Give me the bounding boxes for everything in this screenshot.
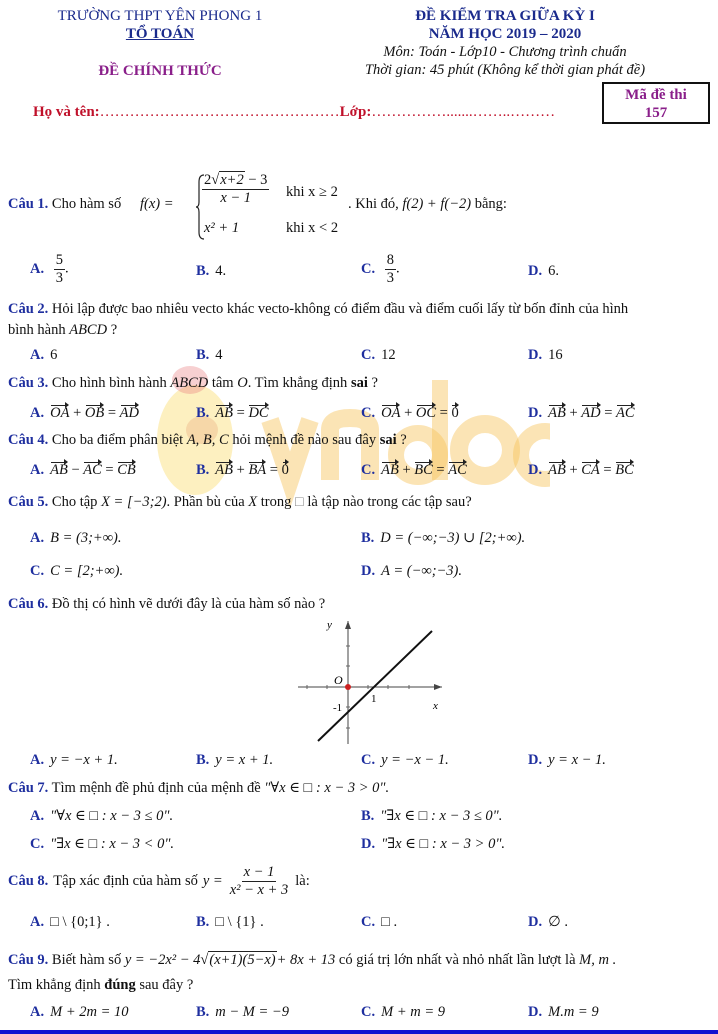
option-label: D.: [528, 752, 543, 768]
question-label: Câu 5.: [8, 494, 49, 510]
q7-option-b[interactable]: [361, 808, 502, 825]
option-label: C.: [361, 752, 376, 768]
question-label: Câu 4.: [8, 432, 49, 448]
option-label: A.: [30, 914, 45, 930]
option-label: C.: [361, 914, 376, 930]
text: . Phần bù của: [166, 494, 245, 510]
denominator: x² − x + 3: [229, 881, 289, 898]
operator: +: [569, 462, 578, 478]
footer-divider: [0, 1030, 718, 1034]
q6-option-a[interactable]: [30, 752, 118, 769]
case1-condition: khi x ≥ 2: [286, 184, 338, 200]
student-name-field: [33, 104, 555, 121]
option-label: B.: [361, 530, 375, 546]
y-axis-arrow-icon: [345, 621, 351, 629]
q4-option-d[interactable]: [528, 462, 634, 479]
option-label: C.: [361, 1004, 376, 1020]
vector: BA: [248, 462, 267, 478]
option-label: C.: [361, 260, 376, 277]
vector: OC: [415, 405, 437, 421]
q2-option-d[interactable]: [528, 347, 563, 364]
option-label: B.: [196, 752, 210, 768]
question-1-stem: [8, 196, 121, 213]
coef: 2: [204, 172, 212, 188]
text: Cho ba điểm phân biệt: [51, 432, 184, 448]
text: Cho hình bình hành: [51, 375, 167, 391]
option-label: A.: [30, 260, 45, 277]
x-tick-label: 1: [371, 693, 377, 705]
q9-option-d[interactable]: [528, 1004, 599, 1021]
denominator: x − 1: [220, 189, 252, 206]
operator: =: [107, 405, 117, 421]
operator: +: [402, 462, 411, 478]
q8-option-b[interactable]: [196, 914, 264, 931]
vector: OA: [50, 405, 70, 421]
exam-code-label: Mã đề thi: [625, 87, 687, 103]
q7-option-c[interactable]: [30, 836, 174, 853]
text: . Tìm khẳng định: [247, 375, 348, 391]
operator: −: [71, 462, 80, 478]
vector: OA: [381, 405, 401, 421]
text: là:: [295, 872, 310, 889]
option-value: y = x − 1.: [548, 752, 606, 768]
question-2-stem-line2: [8, 322, 117, 339]
option-label: D.: [528, 914, 543, 930]
q6-option-b[interactable]: [196, 752, 273, 769]
question-text: Cho hàm số: [51, 196, 122, 212]
q1-option-d[interactable]: [528, 263, 559, 280]
question-8-stem: [8, 864, 310, 898]
text: bình hành: [8, 322, 66, 338]
function-lhs: f(x) =: [140, 196, 174, 212]
q8-option-c[interactable]: [361, 914, 397, 931]
option-label: A.: [30, 1004, 45, 1020]
math: "∀x ∈ □ : x − 3 > 0".: [264, 780, 390, 796]
option-value: M + 2m = 10: [50, 1004, 129, 1020]
option-value: B = (3;+∞).: [50, 530, 122, 546]
operator: =: [105, 462, 114, 478]
operator: =: [604, 405, 613, 421]
q5-option-a[interactable]: [30, 530, 121, 547]
operator: +: [404, 405, 413, 421]
tail: .: [395, 260, 400, 277]
option-value: 4.: [215, 263, 227, 279]
text: là tập nào trong các tập sau?: [307, 494, 472, 510]
math: O: [237, 375, 248, 391]
option-value: □ \ {1} .: [215, 914, 264, 930]
option-label: A.: [30, 462, 45, 478]
q9-option-a[interactable]: [30, 1004, 128, 1021]
vector: AC: [448, 462, 467, 478]
q1-option-c[interactable]: [361, 252, 400, 286]
expression: f(2) + f(−2): [402, 196, 472, 212]
option-label: D.: [361, 563, 376, 579]
q8-option-a[interactable]: [30, 914, 110, 931]
text-end: bằng:: [474, 196, 507, 212]
option-label: C.: [361, 405, 376, 421]
option-value: "∃x ∈ □ : x − 3 > 0".: [381, 836, 506, 852]
q3-option-c[interactable]: [361, 405, 459, 422]
option-label: C.: [361, 347, 376, 363]
math: A, B, C: [186, 432, 229, 448]
text: sau đây ?: [139, 977, 194, 993]
math: ABCD: [69, 322, 108, 338]
class-dots: …………….......……..………: [371, 104, 556, 120]
question-9-stem: Câu 9. Biết hàm số y = −2x² − 4√(x+1)(5−x)+ 8x + 13 có giá trị lớn nhất và nhỏ nhất lần lượt là M, m .: [8, 952, 617, 968]
vector: OB: [84, 405, 105, 421]
question-4-stem: [8, 432, 407, 449]
option-value: 6: [50, 347, 58, 363]
q2-option-b[interactable]: [196, 347, 223, 364]
option-value: y = −x − 1.: [381, 752, 449, 768]
q6-option-d[interactable]: [528, 752, 606, 769]
question-3-stem: [8, 375, 378, 392]
math: M, m .: [579, 952, 617, 968]
vector: AD: [581, 405, 601, 421]
class-label: Lớp:: [339, 104, 372, 120]
zero-vector: 0: [451, 405, 459, 421]
text: có giá trị lớn nhất và nhỏ nhất lần lượt là: [338, 952, 576, 968]
q3-option-a[interactable]: [30, 405, 139, 422]
q1-option-a[interactable]: [30, 252, 69, 286]
origin-label: O: [334, 673, 343, 687]
operator: =: [439, 405, 448, 421]
q1-option-b[interactable]: [196, 263, 226, 280]
math: X = [−3;2): [101, 494, 167, 510]
option-value: "∀x ∈ □ : x − 3 ≤ 0".: [50, 808, 174, 824]
option-label: C.: [30, 836, 45, 852]
option-value: D = (−∞;−3) ∪ [2;+∞).: [380, 530, 526, 546]
vector: BC: [615, 462, 634, 478]
option-label: A.: [30, 808, 45, 824]
emphasis: sai: [350, 375, 368, 391]
question-label: Câu 2.: [8, 301, 49, 317]
case2-condition: khi x < 2: [286, 220, 339, 236]
option-value: 6.: [548, 263, 559, 279]
operator: +: [73, 405, 82, 421]
vector: AC: [83, 462, 102, 478]
option-label: D.: [528, 405, 543, 421]
question-text: Tìm mệnh đề phủ định của mệnh đề: [51, 780, 261, 796]
option-value: ∅ .: [548, 914, 568, 930]
vector: AB: [381, 462, 399, 478]
question-label: Câu 9.: [8, 952, 49, 968]
den: 3: [386, 269, 394, 286]
option-value: A = (−∞;−3).: [381, 563, 463, 579]
option-value: m − M = −9: [215, 1004, 289, 1020]
option-value: y = x + 1.: [215, 752, 274, 768]
official-label: ĐỀ CHÍNH THỨC: [98, 63, 222, 79]
case1-fraction: $\frac{2√x+2 - 3}{x - 1}$: [204, 172, 268, 206]
question-2-stem: [8, 301, 628, 318]
option-value: M + m = 9: [381, 1004, 445, 1020]
text: ?: [110, 322, 118, 338]
exam-code: 157: [644, 105, 668, 121]
option-value: □ .: [381, 914, 398, 930]
school-name: TRƯỜNG THPT YÊN PHONG 1: [57, 8, 263, 24]
zero-vector: 0: [281, 462, 289, 478]
option-label: D.: [528, 1004, 543, 1020]
option-label: A.: [30, 752, 45, 768]
y-axis-label: y: [327, 619, 332, 631]
question-7-stem: [8, 780, 389, 797]
vector: AC: [616, 405, 635, 421]
option-label: B.: [196, 1004, 210, 1020]
option-label: B.: [196, 914, 210, 930]
missing-glyph-icon: □: [295, 494, 304, 510]
time-line: Thời gian: 45 phút (Không kể thời gian phát đề): [364, 62, 646, 78]
q3-option-b[interactable]: [196, 405, 269, 422]
option-label: B.: [196, 405, 210, 421]
numerator: x − 1: [243, 864, 275, 880]
radicand: x+2: [220, 172, 244, 188]
num: 8: [386, 252, 394, 268]
option-value: y = −x + 1.: [50, 752, 118, 768]
text: ?: [371, 375, 378, 391]
operator: +: [569, 405, 578, 421]
vector: CA: [581, 462, 600, 478]
math: X: [248, 494, 258, 510]
q3-option-d[interactable]: [528, 405, 635, 422]
question-label: Câu 7.: [8, 780, 49, 796]
option-value: "∃x ∈ □ : x − 3 ≤ 0".: [380, 808, 503, 824]
emphasis: đúng: [104, 977, 136, 993]
question-label: Câu 6.: [8, 596, 49, 612]
school-year: NĂM HỌC 2019 – 2020: [428, 26, 582, 42]
option-label: B.: [196, 263, 210, 279]
emphasis: sai: [379, 432, 397, 448]
operator: =: [436, 462, 445, 478]
option-value: C = [2;+∞).: [50, 563, 124, 579]
vector: AB: [215, 405, 234, 421]
vector: AD: [119, 405, 140, 421]
option-label: C.: [30, 563, 45, 579]
vector: AB: [215, 462, 234, 478]
vector: AB: [50, 462, 68, 478]
option-value: 4: [215, 347, 223, 363]
option-value: M.m = 9: [548, 1004, 599, 1020]
text: ?: [400, 432, 407, 448]
option-label: A.: [30, 347, 45, 363]
q5-option-c[interactable]: [30, 563, 123, 580]
question-text: Tập xác định của hàm số: [53, 872, 198, 889]
name-label: Họ và tên:: [33, 104, 100, 120]
q2-option-a[interactable]: [30, 347, 57, 364]
question-5-stem: [8, 494, 472, 511]
question-label: Câu 3.: [8, 375, 49, 391]
question-text: Hỏi lập được bao nhiêu vecto khác vecto-không có điểm đầu và điểm cuối lấy từ bốn đỉnh của hình: [51, 301, 629, 317]
origin-point: [345, 684, 351, 690]
q2-option-c[interactable]: [361, 347, 396, 364]
function-graph: [296, 618, 446, 746]
q5-option-d[interactable]: [361, 563, 462, 580]
operator: =: [236, 405, 245, 421]
option-value: □ \ {0;1} .: [50, 914, 110, 930]
option-label: D.: [528, 263, 543, 279]
option-value: 16: [548, 347, 563, 363]
den: 3: [55, 269, 63, 286]
text: tâm: [211, 375, 234, 391]
q4-option-c[interactable]: [361, 462, 467, 479]
num-tail: − 3: [244, 172, 268, 188]
operator: =: [269, 462, 278, 478]
operator: +: [236, 462, 245, 478]
case2-expr: x² + 1: [204, 220, 240, 236]
x-axis-arrow-icon: [434, 684, 442, 690]
text: Cho tập: [51, 494, 98, 510]
option-label: A.: [30, 530, 45, 546]
option-value: "∃x ∈ □ : x − 3 < 0".: [50, 836, 175, 852]
q6-option-c[interactable]: [361, 752, 449, 769]
q4-option-b[interactable]: [196, 462, 289, 479]
y-tick-label: -1: [333, 702, 343, 714]
question-label: Câu 8.: [8, 872, 49, 889]
subject-line: Môn: Toán - Lớp10 - Chương trình chuẩn: [383, 44, 627, 60]
q7-option-a[interactable]: [30, 808, 173, 825]
option-label: D.: [361, 836, 376, 852]
q5-option-b[interactable]: [361, 530, 525, 547]
text: hỏi mệnh đề nào sau đây: [232, 432, 377, 448]
tail: .: [64, 260, 69, 277]
q7-option-d[interactable]: [361, 836, 505, 853]
question-6-stem: [8, 596, 325, 613]
text: Tìm khẳng định: [8, 977, 101, 993]
option-label: B.: [196, 462, 210, 478]
operator: =: [603, 462, 612, 478]
vector: AB: [548, 405, 566, 421]
text: Biết hàm số: [51, 952, 122, 968]
q8-option-d[interactable]: [528, 914, 568, 931]
math: y =: [202, 872, 223, 889]
option-label: A.: [30, 405, 45, 421]
math: + 8x + 13: [276, 952, 336, 968]
radicand: (x+1)(5−x): [209, 952, 276, 968]
question-1-tail: [348, 196, 507, 213]
vector: CB: [117, 462, 136, 478]
exam-code-box: [602, 82, 710, 124]
name-dots: …………………………………………: [99, 104, 340, 120]
option-label: C.: [361, 462, 376, 478]
option-label: B.: [361, 808, 375, 824]
option-label: B.: [196, 347, 210, 363]
vector: BC: [414, 462, 433, 478]
vector: DC: [248, 405, 269, 421]
option-label: D.: [528, 347, 543, 363]
q9-option-b[interactable]: [196, 1004, 289, 1021]
text-after: . Khi đó,: [348, 196, 399, 212]
x-axis-label: x: [433, 700, 438, 712]
option-label: D.: [528, 462, 543, 478]
vector: AB: [548, 462, 566, 478]
math: ABCD: [170, 375, 209, 391]
department-name: TỔ TOÁN: [125, 26, 195, 42]
num: 5: [55, 252, 63, 268]
math: y = −2x² − 4: [124, 952, 201, 968]
exam-title: ĐỀ KIỂM TRA GIỮA KỲ I: [415, 8, 595, 24]
q9-option-c[interactable]: [361, 1004, 445, 1021]
question-label: Câu 1.: [8, 196, 49, 212]
text: trong: [260, 494, 292, 510]
option-value: 12: [381, 347, 396, 363]
q4-option-a[interactable]: [30, 462, 136, 479]
question-9-stem-line2: [8, 977, 193, 994]
question-text: Đồ thị có hình vẽ dưới đây là của hàm số nào ?: [51, 596, 326, 612]
